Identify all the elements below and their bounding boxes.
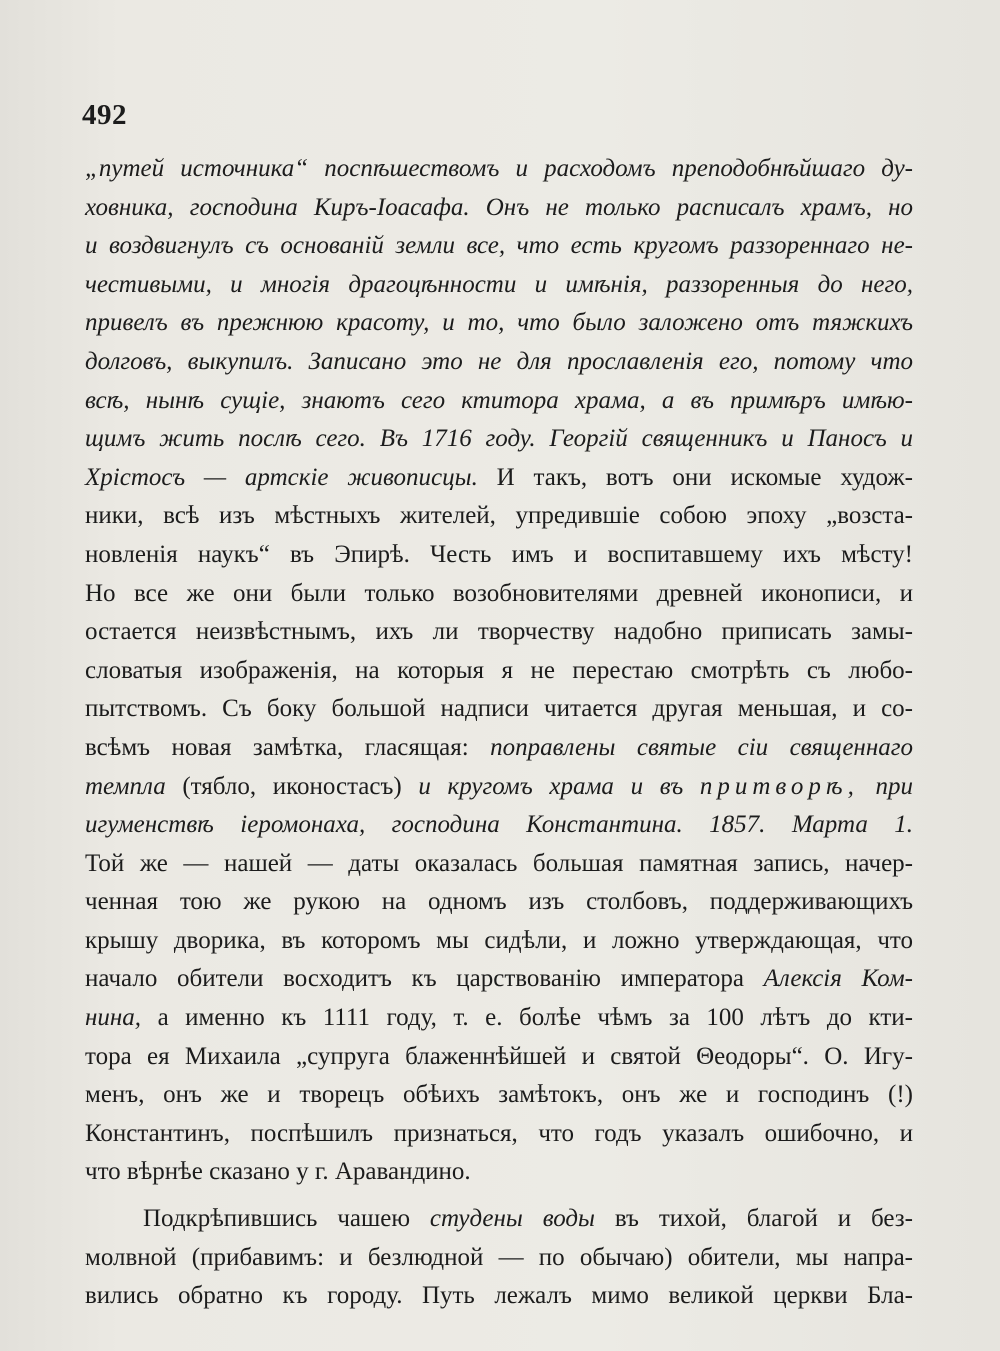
text-line <box>85 536 913 575</box>
text-line <box>85 1153 913 1192</box>
text-segment: молвной (прибавимъ: и безлюдной — по обычаю) обители, мы напра- <box>85 1243 913 1271</box>
text-line <box>85 497 913 536</box>
text-line <box>85 613 913 652</box>
text-line <box>85 420 913 459</box>
text-line <box>85 1200 913 1239</box>
text-line <box>85 999 913 1038</box>
italic-segment: честивыми, и многія драгоцѣнности и имѣнія, раззоренныя до него, <box>85 270 913 298</box>
text-line <box>85 1038 913 1077</box>
text-line <box>85 729 913 768</box>
text-segment: начало обители восходитъ къ царствованію императора <box>85 965 764 993</box>
italic-segment: и воздвигнулъ съ основаній земли все, что есть кругомъ раззореннаго не- <box>85 232 913 260</box>
text-line <box>85 883 913 922</box>
italic-segment: „путей источника“ поспѣшествомъ и расходомъ преподобнѣйшаго ду- <box>85 155 913 182</box>
italic-segment: Хрістосъ — артскіе живописцы. <box>85 463 478 491</box>
text-line <box>85 960 913 999</box>
text-segment: что вѣрнѣе сказано у г. Аравандино. <box>85 1158 471 1186</box>
italic-segment: притворѣ, <box>699 772 859 800</box>
text-segment: въ тихой, благой и без- <box>594 1205 913 1233</box>
text-line <box>85 459 913 498</box>
text-segment: И такъ, вотъ они искомые худож- <box>477 463 913 491</box>
text-segment: всѣмъ новая замѣтка, гласящая: <box>85 733 491 761</box>
text-line <box>85 806 913 845</box>
text-line <box>85 382 913 421</box>
text-segment: Константинъ, поспѣшилъ признаться, что годъ указалъ ошибочно, и <box>85 1119 913 1147</box>
text-segment: а именно къ 1111 году, т. е. болѣе чѣмъ за 100 лѣтъ до кти- <box>141 1004 913 1032</box>
text-line <box>85 690 913 729</box>
text-segment: Той же — нашей — даты оказалась большая памятная запись, начер- <box>85 849 913 877</box>
text-line <box>85 227 913 266</box>
text-line <box>85 922 913 961</box>
text-line <box>85 150 913 189</box>
text-segment: пытствомъ. Съ боку большой надписи читается другая меньшая, и со- <box>85 695 913 723</box>
text-line <box>85 652 913 691</box>
text-line <box>85 1076 913 1115</box>
text-segment: крышу дворика, въ которомъ мы сидѣли, и ложно утверждающая, что <box>85 926 913 954</box>
text-line <box>85 768 913 807</box>
paragraph-gap <box>85 1192 913 1200</box>
text-segment: вились обратно къ городу. Путь лежалъ мимо великой церкви Бла- <box>85 1282 913 1310</box>
text-line <box>85 266 913 305</box>
italic-segment: игуменствѣ іеромонаха, господина Константина. 1857. Марта 1. <box>85 811 913 839</box>
text-line <box>85 189 913 228</box>
italic-segment: студены воды <box>429 1205 595 1233</box>
italic-segment: долговъ, выкупилъ. Записано это не для прославленія его, потому что <box>85 347 913 375</box>
italic-segment: всѣ, нынѣ сущіе, знаютъ сего ктитора храма, а въ примѣръ имѣю- <box>85 386 913 414</box>
italic-segment: привелъ въ прежнюю красоту, и то, что было заложено отъ тяжкихъ <box>85 309 913 337</box>
text-line <box>85 1115 913 1154</box>
text-line <box>85 1239 913 1278</box>
text-segment: Подкрѣпившись чашею <box>143 1205 430 1233</box>
italic-segment: и кругомъ храма и въ <box>418 772 700 800</box>
text-line <box>85 845 913 884</box>
text-segment: словатыя изображенія, на которыя я не перестаю смотрѣть съ любо- <box>85 656 913 684</box>
italic-segment: Алексія Ком- <box>763 965 913 993</box>
italic-segment: ховника, господина Киръ-Іоасафа. Онъ не только расписалъ храмъ, но <box>85 193 913 221</box>
page-number: 492 <box>82 99 127 131</box>
text-segment: ченная тою же рукою на одномъ изъ столбовъ, поддерживающихъ <box>85 888 913 916</box>
text-line <box>85 343 913 382</box>
text-segment: остается неизвѣстнымъ, ихъ ли творчеству надобно приписать замы- <box>85 618 913 646</box>
italic-segment: темпла <box>85 772 166 800</box>
text-line <box>85 575 913 614</box>
italic-segment: нина, <box>85 1004 142 1032</box>
text-line <box>85 304 913 343</box>
italic-segment: щимъ жить послѣ сего. Въ 1716 году. Георгій священникъ и Паносъ и <box>85 425 913 453</box>
text-segment: новленія наукъ“ въ Эпирѣ. Честь имъ и воспитавшему ихъ мѣсту! <box>85 540 913 568</box>
italic-segment: поправлены святые сіи священнаго <box>490 733 913 761</box>
text-segment: тора ея Михаила „супруга блаженнѣйшей и святой Θеодоры“. О. Игу- <box>85 1042 913 1070</box>
text-segment: Но все же они были только возобновителями древней иконописи, и <box>85 579 913 607</box>
italic-segment: при <box>858 772 913 800</box>
body-text <box>85 150 913 1316</box>
text-segment: ники, всѣ изъ мѣстныхъ жителей, упредившіе собою эпоху „возста- <box>85 502 913 530</box>
text-segment: менъ, онъ же и творецъ обѣихъ замѣтокъ, онъ же и господинъ (!) <box>85 1081 913 1109</box>
text-line <box>85 1277 913 1316</box>
text-segment: (тябло, иконостасъ) <box>165 772 419 800</box>
